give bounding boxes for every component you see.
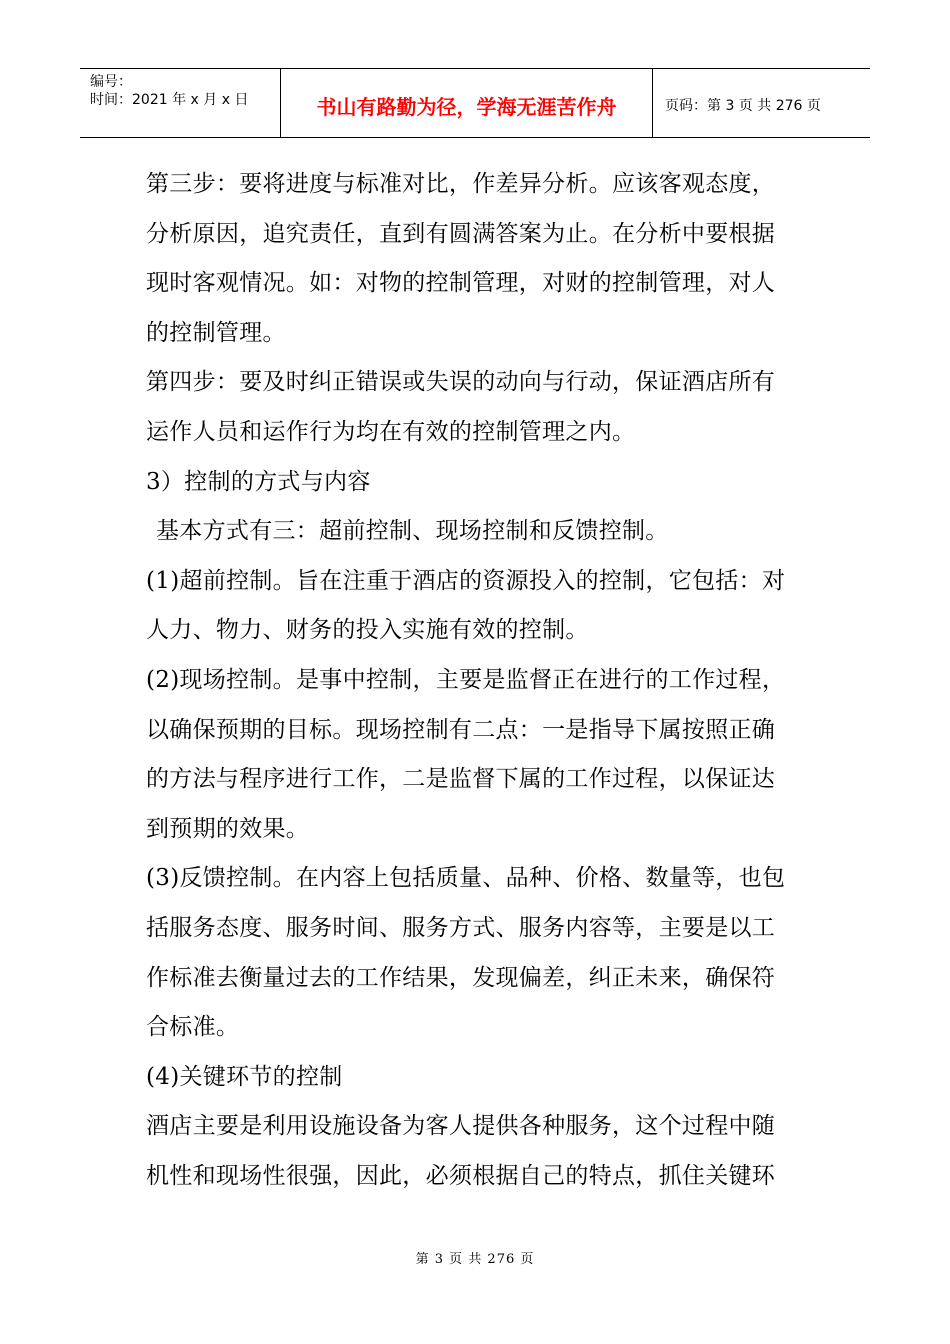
- document-number-label: 编号：: [90, 74, 132, 90]
- body-line: (2)现场控制。是事中控制，主要是监督正在进行的工作过程，: [146, 666, 786, 693]
- body-line: 基本方式有三：超前控制、现场控制和反馈控制。: [156, 518, 669, 545]
- document-date-label: 时间：2021 年 x 月 x 日: [90, 92, 249, 108]
- header-page-number: 页码：第 3 页 共 276 页: [665, 98, 821, 114]
- document-body: [146, 160, 816, 1201]
- header-meta: [80, 69, 281, 137]
- body-line: 分析原因，追究责任，直到有圆满答案为止。在分析中要根据: [146, 220, 776, 247]
- body-line: 合标准。: [146, 1014, 240, 1041]
- body-line: 人力、物力、财务的投入实施有效的控制。: [146, 617, 589, 644]
- body-line: (3)反馈控制。在内容上包括质量、品种、价格、数量等，也包: [146, 865, 786, 892]
- body-line: 作标准去衡量过去的工作结果，发现偏差，纠正未来，确保符: [146, 964, 776, 991]
- page-header: [80, 68, 870, 138]
- body-line: 括服务态度、服务时间、服务方式、服务内容等，主要是以工: [146, 914, 776, 941]
- page-footer: 第 3 页 共 276 页: [415, 1252, 535, 1267]
- body-line: 的控制管理。: [146, 319, 286, 346]
- body-line: 酒店主要是利用设施设备为客人提供各种服务，这个过程中随: [146, 1113, 776, 1140]
- body-line: 到预期的效果。: [146, 815, 310, 842]
- body-line: 现时客观情况。如：对物的控制管理，对财的控制管理，对人: [146, 270, 776, 297]
- section-heading: 3）控制的方式与内容: [146, 468, 371, 495]
- body-line: 以确保预期的目标。现场控制有二点：一是指导下属按照正确: [146, 716, 776, 743]
- body-line: 第三步：要将进度与标准对比，作差异分析。应该客观态度，: [146, 171, 776, 197]
- body-line: (1)超前控制。旨在注重于酒店的资源投入的控制，它包括：对: [146, 567, 786, 594]
- body-line: 机性和现场性很强，因此，必须根据自己的特点，抓住关键环: [146, 1162, 776, 1189]
- body-line: 第四步：要及时纠正错误或失误的动向与行动，保证酒店所有: [146, 369, 776, 396]
- body-line: 的方法与程序进行工作，二是监督下属的工作过程，以保证达: [146, 766, 776, 793]
- body-line: (4)关键环节的控制: [146, 1063, 343, 1090]
- body-line: 运作人员和运作行为均在有效的控制管理之内。: [146, 418, 636, 445]
- header-motto: 书山有路勤为径，学海无涯苦作舟: [281, 69, 653, 137]
